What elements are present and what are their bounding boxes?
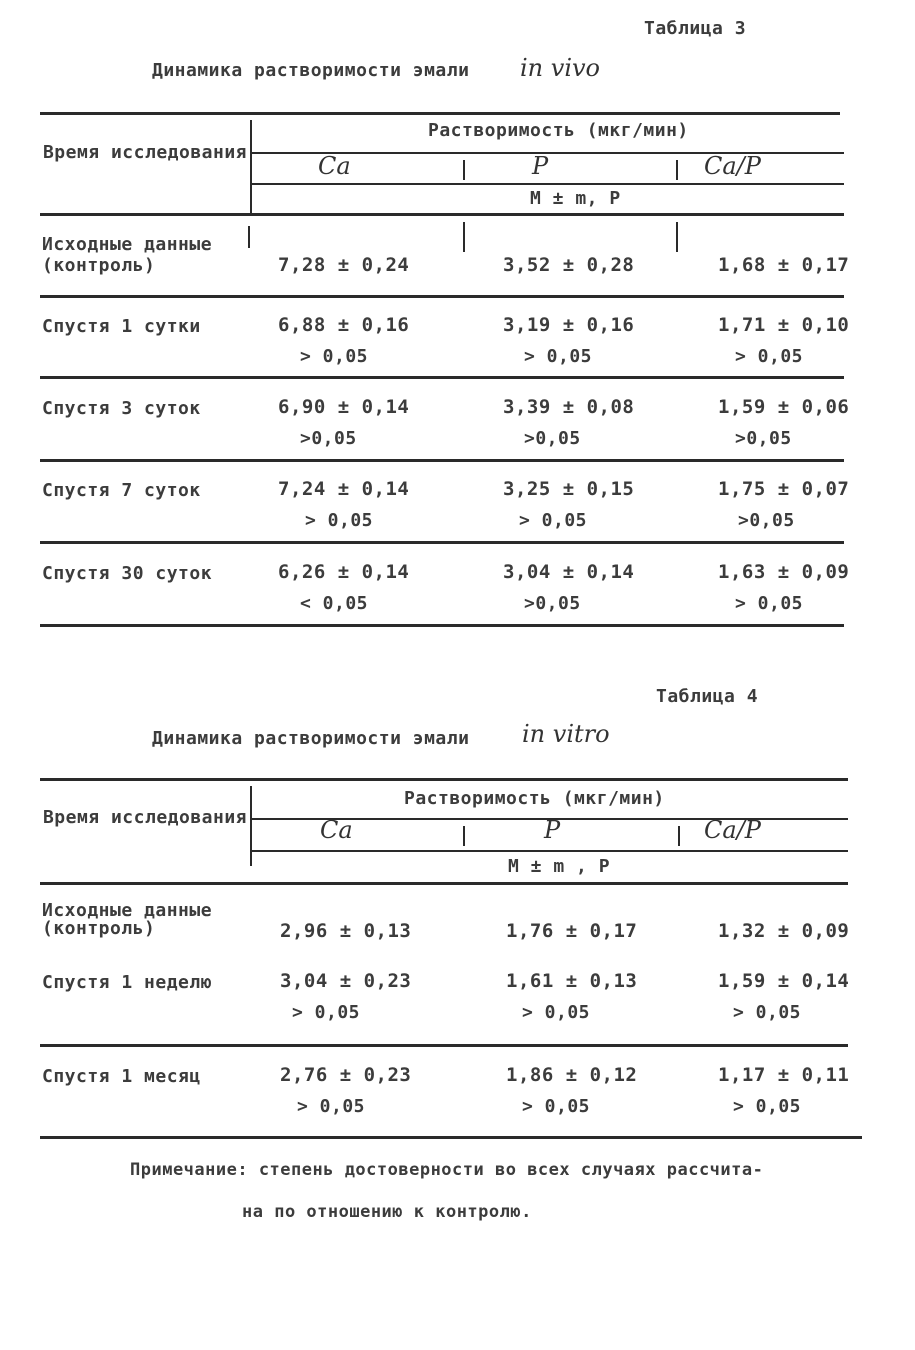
table3-row-label: Спустя 1 сутки <box>42 316 201 337</box>
table3-cell-p: 3,52 ± 0,28 <box>503 254 635 276</box>
table4-label: Таблица 4 <box>656 686 759 707</box>
table3-cell-p-pvalue: >0,05 <box>524 428 581 449</box>
table4-cell-cap-pvalue: > 0,05 <box>733 1096 802 1117</box>
table3-group-header: Растворимость (мкг/мин) <box>428 120 689 141</box>
table4-cell-cap: 1,32 ± 0,09 <box>718 920 850 942</box>
table3-row-label: Спустя 3 суток <box>42 398 201 419</box>
table3-cell-ca-pvalue: > 0,05 <box>300 346 369 367</box>
table3-col-rule <box>252 183 844 185</box>
table3-top-rule <box>40 112 840 115</box>
table3-cell-ca-pvalue: >0,05 <box>300 428 357 449</box>
table4-header-separator <box>250 786 252 866</box>
table3-cell-p-pvalue: > 0,05 <box>524 346 593 367</box>
table3-cell-cap-pvalue: > 0,05 <box>735 593 804 614</box>
table3-col-ca: Ca <box>318 152 351 180</box>
table3-label: Таблица 3 <box>644 18 747 39</box>
table4-cell-p: 1,61 ± 0,13 <box>506 970 638 992</box>
table3-time-header: Время исследования <box>42 142 248 163</box>
table3-cell-cap-pvalue: >0,05 <box>738 510 795 531</box>
table4-top-rule <box>40 778 848 781</box>
table4-title-handwritten: in vitro <box>522 720 610 748</box>
table4-cell-ca: 2,76 ± 0,23 <box>280 1064 412 1086</box>
footnote-line-2: на по отношению к контролю. <box>242 1202 532 1222</box>
table4-row-rule <box>40 1044 848 1047</box>
table3-row-label: Исходные данные (контроль) <box>42 234 213 276</box>
table3-cell-cap: 1,68 ± 0,17 <box>718 254 850 276</box>
table4-time-header: Время исследования <box>42 807 248 828</box>
table3-cell-p: 3,39 ± 0,08 <box>503 396 635 418</box>
table3-row-label: Спустя 30 суток <box>42 563 213 584</box>
footnote-line-1: Примечание: степень достоверности во всех случаях рассчита- <box>130 1160 764 1180</box>
table3-header-bottom-rule <box>40 213 844 216</box>
table3-cell-ca: 7,24 ± 0,14 <box>278 478 410 500</box>
table4-cell-ca-pvalue: > 0,05 <box>292 1002 361 1023</box>
table3-cell-ca: 6,90 ± 0,14 <box>278 396 410 418</box>
table4-col-cap: Ca/P <box>704 816 761 844</box>
table4-stat-header: М ± m , P <box>508 856 611 877</box>
table4-cell-p-pvalue: > 0,05 <box>522 1002 591 1023</box>
table4-col-divider-2 <box>678 826 680 846</box>
table4-header-bottom-rule <box>40 882 848 885</box>
table3-title: Динамика растворимости эмали <box>152 60 470 81</box>
table4-title: Динамика растворимости эмали <box>152 728 470 749</box>
table3-bottom-rule <box>40 624 844 627</box>
table4-col-ca: Ca <box>320 816 353 844</box>
table3-cell-cap: 1,63 ± 0,09 <box>718 561 850 583</box>
table3-cell-p: 3,04 ± 0,14 <box>503 561 635 583</box>
table4-col-divider-1 <box>463 826 465 846</box>
table3-col-p: P <box>532 152 549 180</box>
table3-stat-header: М ± m, P <box>530 188 621 209</box>
table3-cell-cap: 1,59 ± 0,06 <box>718 396 850 418</box>
table3-cell-ca-pvalue: > 0,05 <box>305 510 374 531</box>
table3-cell-p-pvalue: > 0,05 <box>519 510 588 531</box>
table3-col-cap: Ca/P <box>704 152 761 180</box>
table3-row-rule <box>40 459 844 462</box>
table3-cell-p-pvalue: >0,05 <box>524 593 581 614</box>
table3-cell-p: 3,25 ± 0,15 <box>503 478 635 500</box>
table3-cell-p: 3,19 ± 0,16 <box>503 314 635 336</box>
table3-row-rule <box>40 295 844 298</box>
table3-row-mark <box>676 222 678 252</box>
table4-cell-cap: 1,59 ± 0,14 <box>718 970 850 992</box>
table4-cell-ca-pvalue: > 0,05 <box>297 1096 366 1117</box>
table3-row-mark <box>248 226 250 248</box>
table3-cell-ca: 6,26 ± 0,14 <box>278 561 410 583</box>
table4-row-label: Спустя 1 неделю <box>42 972 213 993</box>
table3-cell-cap: 1,71 ± 0,10 <box>718 314 850 336</box>
table3-cell-ca-pvalue: < 0,05 <box>300 593 369 614</box>
table3-cell-cap-pvalue: > 0,05 <box>735 346 804 367</box>
table3-row-label: Спустя 7 суток <box>42 480 201 501</box>
table4-col-p: P <box>544 816 561 844</box>
table3-cell-ca: 6,88 ± 0,16 <box>278 314 410 336</box>
table3-col-divider-1 <box>463 160 465 180</box>
table3-cell-ca: 7,28 ± 0,24 <box>278 254 410 276</box>
table4-cell-cap: 1,17 ± 0,11 <box>718 1064 850 1086</box>
table4-row-label: Исходные данные (контроль) <box>42 900 213 939</box>
table3-col-divider-2 <box>676 160 678 180</box>
table4-cell-p-pvalue: > 0,05 <box>522 1096 591 1117</box>
table4-cell-p: 1,86 ± 0,12 <box>506 1064 638 1086</box>
table4-group-header: Растворимость (мкг/мин) <box>404 788 665 809</box>
table4-col-rule <box>252 850 848 852</box>
table4-cell-ca: 2,96 ± 0,13 <box>280 920 412 942</box>
table4-row-label: Спустя 1 месяц <box>42 1066 201 1087</box>
table4-cell-cap-pvalue: > 0,05 <box>733 1002 802 1023</box>
table3-row-mark <box>463 222 465 252</box>
table3-row-rule <box>40 376 844 379</box>
table4-cell-p: 1,76 ± 0,17 <box>506 920 638 942</box>
table4-bottom-rule <box>40 1136 862 1139</box>
table4-cell-ca: 3,04 ± 0,23 <box>280 970 412 992</box>
table3-cell-cap: 1,75 ± 0,07 <box>718 478 850 500</box>
table3-title-handwritten: in vivo <box>520 54 601 82</box>
table3-cell-cap-pvalue: >0,05 <box>735 428 792 449</box>
table3-header-separator <box>250 120 252 216</box>
table3-row-rule <box>40 541 844 544</box>
